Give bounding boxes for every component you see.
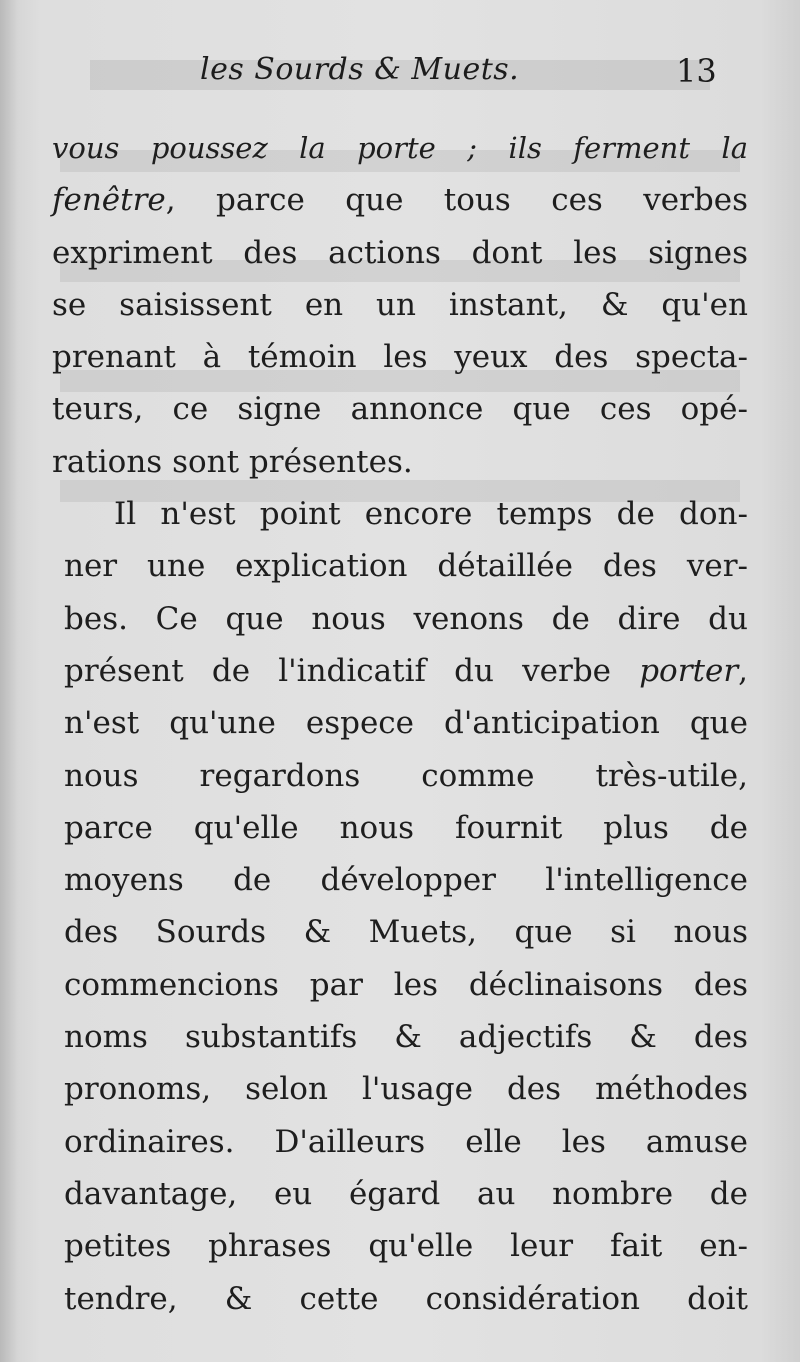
paragraph-2 [64, 488, 748, 1325]
text-line-6: teurs, ce signe annonce que ces opé- [52, 391, 748, 428]
text-line-11-end: , [738, 652, 748, 689]
text-line-17: commencions par les déclinaisons des [64, 966, 748, 1003]
text-line-13: nous regardons comme très-utile, [64, 757, 748, 794]
text-line-11-start: présent de l'indicatif du verbe [64, 652, 640, 689]
text-line-9: ner une explication détaillée des ver- [64, 548, 748, 585]
text-line-8: Il n'est point encore temps de don- [114, 496, 748, 533]
text-line-19: pronoms, selon l'usage des méthodes [64, 1071, 748, 1108]
text-line-7: rations sont présentes. [52, 443, 413, 480]
text-line-2-rest: , parce que tous ces verbes [165, 182, 748, 219]
text-line-1: vous poussez la porte ; ils ferment la [52, 131, 748, 165]
text-line-3: expriment des actions dont les signes [52, 234, 748, 271]
text-line-11 [64, 645, 748, 697]
text-line-2 [52, 174, 748, 226]
italic-word-porter: porter [639, 652, 739, 689]
text-line-16: des Sourds & Muets, que si nous [64, 914, 748, 951]
text-line-14: parce qu'elle nous fournit plus de [64, 809, 748, 846]
text-line-18: noms substantifs & adjectifs & des [64, 1019, 748, 1056]
text-line-12: n'est qu'une espece d'anticipation que [64, 705, 748, 742]
text-line-15: moyens de développer l'intelligence [64, 862, 748, 899]
running-title: les Sourds & Muets. [200, 52, 520, 87]
page-header [0, 44, 800, 104]
text-line-20: ordinaires. D'ailleurs elle les amuse [64, 1123, 748, 1160]
text-line-22: petites phrases qu'elle leur fait en- [64, 1228, 748, 1265]
page-number: 13 [676, 52, 717, 90]
text-line-5: prenant à témoin les yeux des specta- [52, 339, 748, 376]
body-text [52, 122, 748, 1325]
italic-word-fenetre: fenêtre [52, 182, 166, 219]
text-line-21: davantage, eu égard au nombre de [64, 1175, 748, 1212]
text-line-10: bes. Ce que nous venons de dire du [64, 600, 748, 637]
text-line-23: tendre, & cette considération doit [64, 1280, 748, 1317]
text-line-4: se saisissent en un instant, & qu'en [52, 286, 748, 323]
